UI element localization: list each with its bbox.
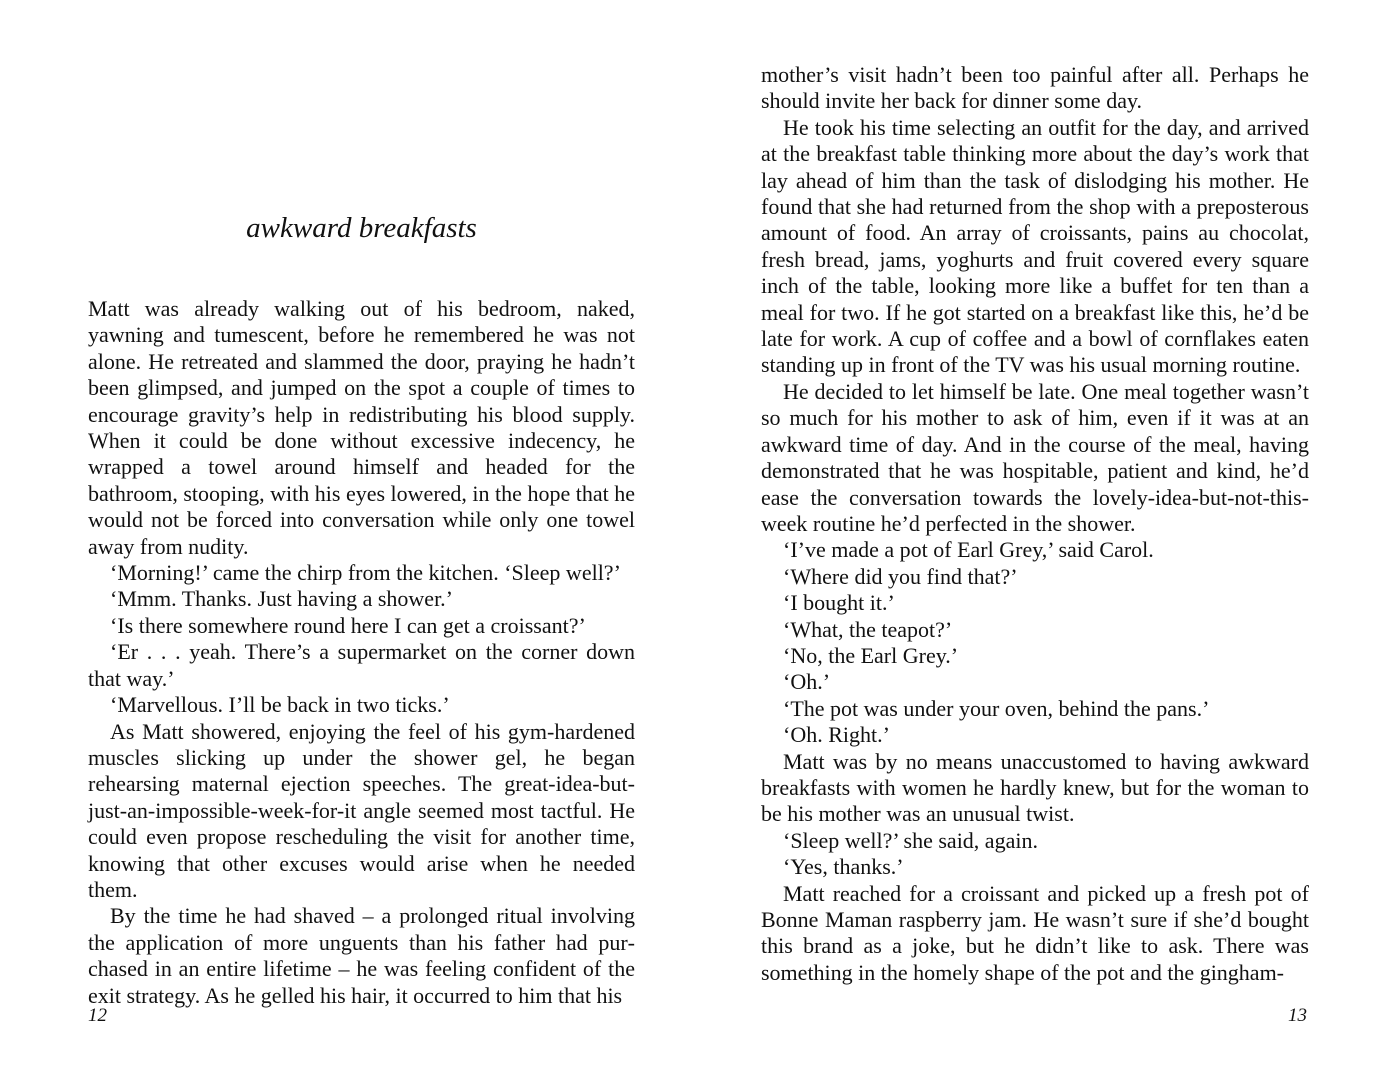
paragraph: ‘I’ve made a pot of Earl Grey,’ said Carol.: [783, 537, 1154, 563]
paragraph: He decided to let himself be late. One meal together wasn’t so much for his mother to ask of him, even if it was at an awkward time of day. And in the course of the meal, having demonstrated that he was hospitable, patient and kind, he’d ease the conversation towards the lovely-idea-but-not-this-week routine he’d perfected in the shower.: [761, 378, 1309, 536]
paragraph: ‘Er . . . yeah. There’s a supermarket on the corner down that way.’: [88, 639, 635, 691]
paragraph: By the time he had shaved – a prolonged ritual involving the application of more unguents than his father had purchased in an entire lifetime – he was feeling confident of the exit strategy. As he gelled his hair, it occurred to him that his: [88, 903, 635, 1008]
chapter-title: awkward breakfasts: [246, 212, 477, 244]
paragraph: ‘No, the Earl Grey.’: [783, 642, 959, 668]
right-page-body: [761, 62, 1309, 986]
paragraph: ‘What, the teapot?’: [783, 616, 953, 642]
paragraph: ‘Oh.’: [783, 669, 831, 695]
paragraph: ‘Oh. Right.’: [783, 722, 890, 748]
paragraph: ‘I bought it.’: [783, 590, 895, 616]
paragraph: Matt was by no means unaccustomed to having awkward breakfasts with women he hardly knew, but for the woman to be his mother was an unusual twist.: [761, 748, 1309, 827]
paragraph: ‘Morning!’ came the chirp from the kitchen. ‘Sleep well?’: [110, 560, 621, 586]
paragraph: ‘Mmm. Thanks. Just having a shower.’: [110, 586, 454, 612]
paragraph: ‘Is there somewhere round here I can get a croissant?’: [110, 612, 586, 638]
left-page-body: [88, 296, 635, 1009]
paragraph: mother’s visit hadn’t been too painful after all. Perhaps he should invite her back for dinner some day.: [761, 62, 1309, 114]
paragraph: Matt was already walking out of his bedroom, naked, yawning and tumescent, before he remembered he was not alone. He retreated and slammed the door, praying he hadn’t been glimpsed, and jumped on the spot a couple of times to encourage gravity’s help in redistributing his blood supply. When it could be done without excessive indecency, he wrapped a towel around himself and headed for the bathroom, stooping, with his eyes lowered, in the hope that he would not be forced into conversation while only one towel away from nudity.: [88, 296, 635, 559]
paragraph: Matt reached for a croissant and picked up a fresh pot of Bonne Maman raspberry jam. He wasn’t sure if she’d bought this brand as a joke, but he didn’t like to ask. There was something in the homely shape of the pot and the gingham-: [761, 880, 1309, 985]
paragraph: ‘Yes, thanks.’: [783, 854, 904, 880]
paragraph: ‘The pot was under your oven, behind the pans.’: [783, 695, 1210, 721]
page-number: 13: [1288, 1005, 1307, 1026]
paragraph: ‘Marvellous. I’ll be back in two ticks.’: [110, 692, 450, 718]
paragraph: He took his time selecting an outfit for the day, and arrived at the breakfast table thinking more about the day’s work that lay ahead of him than the task of dislodging his mother. He found that she had returned from the shop with a preposterous amount of food. An array of croissants, pains au chocolat, fresh bread, jams, yoghurts and fruit covered every square inch of the table, looking more like a buffet for ten than a meal for two. If he got started on a breakfast like this, he’d be late for work. A cup of coffee and a bowl of cornflakes eaten standing up in front of the TV was his usual morning routine.: [761, 114, 1309, 378]
page-number: 12: [88, 1005, 107, 1026]
paragraph: ‘Sleep well?’ she said, again.: [783, 827, 1038, 853]
paragraph: ‘Where did you find that?’: [783, 563, 1018, 589]
right-page: [688, 0, 1376, 1080]
paragraph: As Matt showered, enjoying the feel of his gym-hardened muscles slicking up under the shower gel, he began rehearsing maternal ejection speeches. The great-idea-but-just-an-impossible-week-for-it angle seemed most tactful. He could even propose rescheduling the visit for another time, knowing that other excuses would arise when he needed them.: [88, 718, 635, 902]
